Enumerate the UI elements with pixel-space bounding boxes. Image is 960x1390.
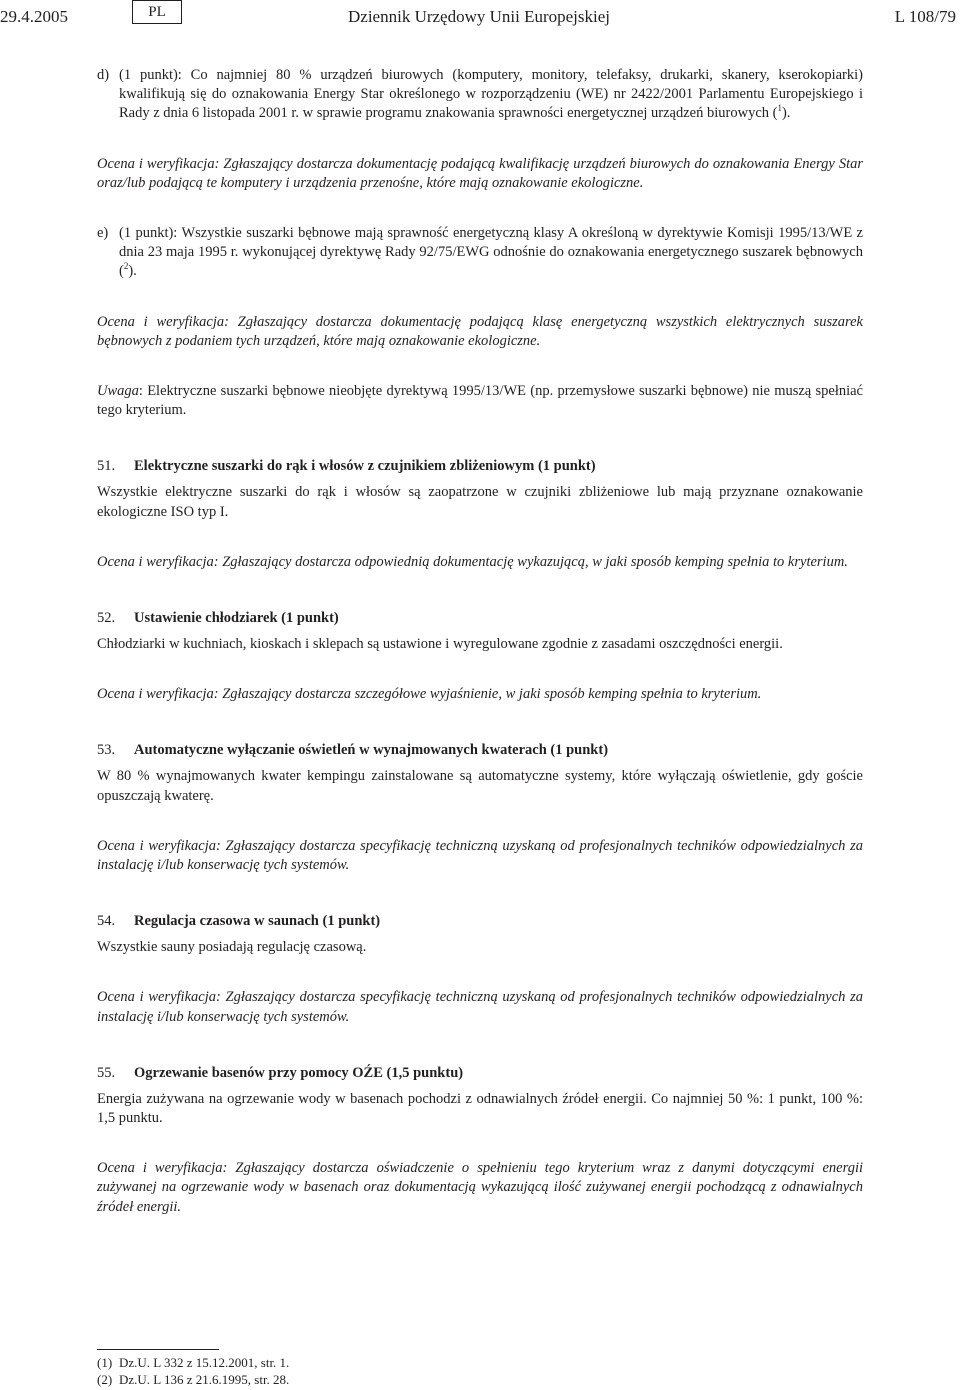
page-header [0,0,960,40]
section-52-body: Chłodziarki w kuchniach, kioskach i sklepach są ustawione i wyregulowane zgodnie z zasadami oszczędności energii. [97,636,783,653]
footnote-2: (2) Dz.U. L 136 z 21.6.1995, str. 28. [97,1372,290,1387]
section-54-assessment: Ocena i weryfikacja: Zgłaszający dostarcza specyfikację techniczną uzyskaną od profesjonalnych techników odpowiedzialnych za instalację i/lub konserwację tych systemów. [97,989,863,1025]
footnote-ref-2: 2 [123,261,129,272]
footnotes [97,1354,289,1388]
section-54-heading: 54. Regulacja czasowa w saunach (1 punkt) [97,913,381,930]
section-51-heading: 51. Elektryczne suszarki do rąk i włosów z czujnikiem zbliżeniowym (1 punkt) [97,458,596,475]
section-55-heading: 55. Ogrzewanie basenów przy pomocy OŹE (1,5 punktu) [97,1064,464,1081]
item-d-text: d) (1 punkt): Co najmniej 80 % urządzeń biurowych (komputery, monitory, telefaksy, drukarki, skanery, kserokopiarki) kwalifikują się do oznakowania Energy Star określonego w rozporządzeniu (WE) nr 2422/2001 Parlamentu Europejskiego i Rady z dnia 6 listopada 2001 r. w sprawie programu znakowania sprawności energetycznej urządzeń biurowych ($^1$). [97,67,863,122]
section-55-body: Energia zużywana na ogrzewanie wody w basenach pochodzi z odnawialnych źródeł energii. Co najmniej 50 %: 1 punkt, 100 %: 1,5 punktu. [97,1090,863,1127]
item-e-text: e) (1 punkt): Wszystkie suszarki bębnowe mają sprawność energetyczną klasy A określoną w dyrektywie Komisji 1995/13/WE z dnia 23 maja 1995 r. wykonującej dyrektywę Rady 92/75/EWG odnośnie do oznakowania energetycznego suszarek bębnowych ($^2$). [97,225,863,280]
section-51-body: Wszystkie elektryczne suszarki do rąk i włosów są zaopatrzone w czujniki zbliżeniowe lub mają przyznane oznakowanie ekologiczne ISO typ I. [97,484,863,520]
note-label: Uwaga [97,383,139,400]
section-53-body: W 80 % wynajmowanych kwater kempingu zainstalowane są automatyczne systemy, które wyłączają oświetlenie, gdy goście opuszczają kwaterę. [97,768,863,804]
section-51-assessment: Ocena i weryfikacja: Zgłaszający dostarcza odpowiednią dokumentację wykazującą, w jaki sposób kemping spełnia to kryterium. [97,553,848,570]
section-53-heading: 53. Automatyczne wyłączanie oświetleń w wynajmowanych kwaterach (1 punkt) [97,742,609,759]
item-e-label: e) [97,225,109,242]
section-52-assessment: Ocena i weryfikacja: Zgłaszający dostarcza szczegółowe wyjaśnienie, w jaki sposób kemping spełnia to kryterium. [97,686,762,703]
journal-title: Dziennik Urzędowy Unii Europejskiej [348,7,611,26]
footnote-ref-1: 1 [777,103,782,114]
section-52-heading: 52. Ustawienie chłodziarek (1 punkt) [97,610,339,627]
item-e-assessment: Ocena i weryfikacja: Zgłaszający dostarcza dokumentację podającą klasę energetyczną wszystkich elektrycznych suszarek bębnowych z podaniem tych urządzeń, które mają oznakowanie ekologiczne. [97,313,863,349]
page-number: L 108/79 [894,7,956,26]
language-badge: PL [132,0,182,24]
publication-date: 29.4.2005 [0,7,68,26]
footnote-divider [97,1349,219,1350]
footnote-1: (1) Dz.U. L 332 z 15.12.2001, str. 1. [97,1355,290,1370]
section-54-body: Wszystkie sauny posiadają regulację czasową. [97,939,367,956]
section-53-assessment: Ocena i weryfikacja: Zgłaszający dostarcza specyfikację techniczną uzyskaną od profesjonalnych techników odpowiedzialnych za instalację i/lub konserwację tych systemów. [97,837,863,874]
document-body [97,66,863,1217]
section-55-assessment: Ocena i weryfikacja: Zgłaszający dostarcza oświadczenie o spełnieniu tego kryterium wraz z danymi dotyczącymi energii zużywanej na ogrzewanie wody w basenach oraz dokumentacją wykazującą ilość zużywanej energii pochodzącą z odnawialnych źródeł energii. [97,1160,863,1215]
item-d-label: d) [97,67,110,83]
item-d-assessment: Ocena i weryfikacja: Zgłaszający dostarcza dokumentację podającą kwalifikację urządzeń biurowych do oznakowania Energy Star oraz/lub podającą te komputery i urządzenia przenośne, które mają oznakowanie ekologiczne. [97,155,863,191]
item-e-note: Uwaga: Elektryczne suszarki bębnowe nieobjęte dyrektywą 1995/13/WE (np. przemysłowe suszarki bębnowe) nie muszą spełniać tego kryterium. [97,383,863,419]
